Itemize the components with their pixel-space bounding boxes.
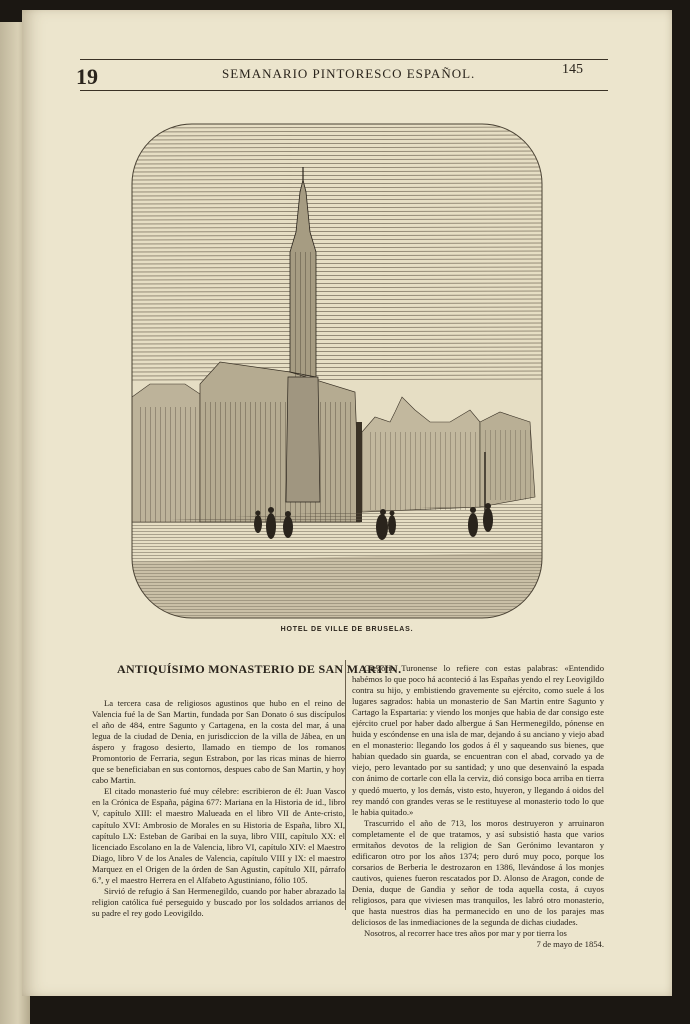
engraving-hotel-de-ville bbox=[130, 122, 544, 620]
paragraph: Sirvió de refugio á San Hermenegildo, cuando por haber abrazado la religion católica fué perseguido y buscado por los soldados arrianos de su padre el rey godo Leovigildo. bbox=[92, 885, 345, 918]
header-rule-bottom bbox=[80, 90, 608, 91]
paragraph: La tercera casa de religiosos agustinos que hubo en el reino de Valencia fué la de San Martin, fundada por San Donato ó sus discípulos el año de 484, entre Sagunto y Cartagena, en la costa del mar, á una legua de la ciudad de Denia, en jurisdiccion de la villa de Jábea, en un áspero y fragoso desierto, llamado en tiempo de los romanos Promontorio de Ferraria, segun Estrabon, por las ricas minas de hierro que se beneficiaban en sus contornos, despues cabo de San Martin, y hoy cabo Martin. bbox=[92, 698, 345, 786]
paragraph: Trascurrido el año de 713, los moros destruyeron y arruinaron completamente el de que tratamos, y así subsistió hasta que varios ermitaños devotos de la religion de San Gerónimo levantaron y edificaron otro por los años 1374; pero duró muy poco, porque los corsarios de Berberia le destrozaron en 1386, llevándose á los monjes cautivos, quienes fueron rescatados por D. Alonso de Aragon, conde de Denia, duque de Gandia y señor de toda aquella costa, á cuyos religiosos, para que viviesen mas tranquilos, les labró otro monasterio, que hasta nuestros dias ha permanecido en uno de los parajes mas deliciosos de las inmediaciones de la segunda de dichas ciudades. bbox=[352, 817, 604, 928]
illustration-caption: HOTEL DE VILLE DE BRUSELAS. bbox=[280, 626, 414, 633]
newspaper-page bbox=[22, 10, 672, 996]
column-divider bbox=[345, 660, 346, 910]
article-column-left bbox=[92, 698, 345, 919]
header-rule-top bbox=[80, 59, 608, 60]
page-number: 145 bbox=[562, 62, 583, 77]
article-date: 7 de mayo de 1854. bbox=[536, 939, 604, 950]
publication-title: SEMANARIO PINTORESCO ESPAÑOL. bbox=[222, 66, 476, 81]
article-column-right bbox=[352, 663, 604, 950]
paragraph: Gregorio Turonense lo refiere con estas palabras: «Entendido habémos lo que poco há aconteció á las Españas yendo el rey Leovigildo contra su hijo, y embistiendo gravemente su ejército, como suele á los lugares sagrados: habia un monasterio de San Martin entre Sagunto y Cartago la Espartaria: y viendo los monjes que habia de dar consigo este ejército cruel por haber dado albergue á San Hermenegildo, pónense en huida y escóndense en una isla de mar, dejando á su anciano y viejo abad en el monasterio: llegando los godos á él y saqueando sus bienes, que habian quedado sin guarda, se encuentran con el abad, corvado ya de viejo, pero levantado por su santidad; y uno que desenvainó la espada con ánimo de cortarle con ella la cerviz, dió consigo boca arriba en tierra y quedó muerto, y los demás, visto esto, huyeron, y llegando á oidos del rey mandó con grandes veras se le restituyese al monasterio todo lo que le habia quitado.» bbox=[352, 663, 604, 817]
paragraph: El citado monasterio fué muy célebre: escribieron de él: Juan Vasco en la Crónica de España, página 677: Mariana en la Historia de id., libro V, capítulo XIII: el maestro Malueada en el libro VII de Ante-cristo, capítulo XVI: Ambrosio de Morales en su Historia de España, libro XI, capítulo LX: Esteban de Garibai en la suya, libro VIII, capítulo XX: el licenciado Escolano en la de Valencia, libro VI, capítulo XIV: el Maestro Diago, libro V de los Anales de Valencia, capítulo VIII y IX: el maestro Marquez en el Origen de la órden de San Agustin, capítulo XII, párrafo 6.º, y el maestro Herrera en el Alfabeto Agustiniano, fólio 105. bbox=[92, 786, 345, 885]
issue-number: 19 bbox=[76, 64, 98, 89]
paragraph: Nosotros, al recorrer hace tres años por mar y por tierra los bbox=[364, 928, 567, 939]
article-title: ANTIQUÍSIMO MONASTERIO DE SAN MARTIN. bbox=[117, 662, 402, 676]
